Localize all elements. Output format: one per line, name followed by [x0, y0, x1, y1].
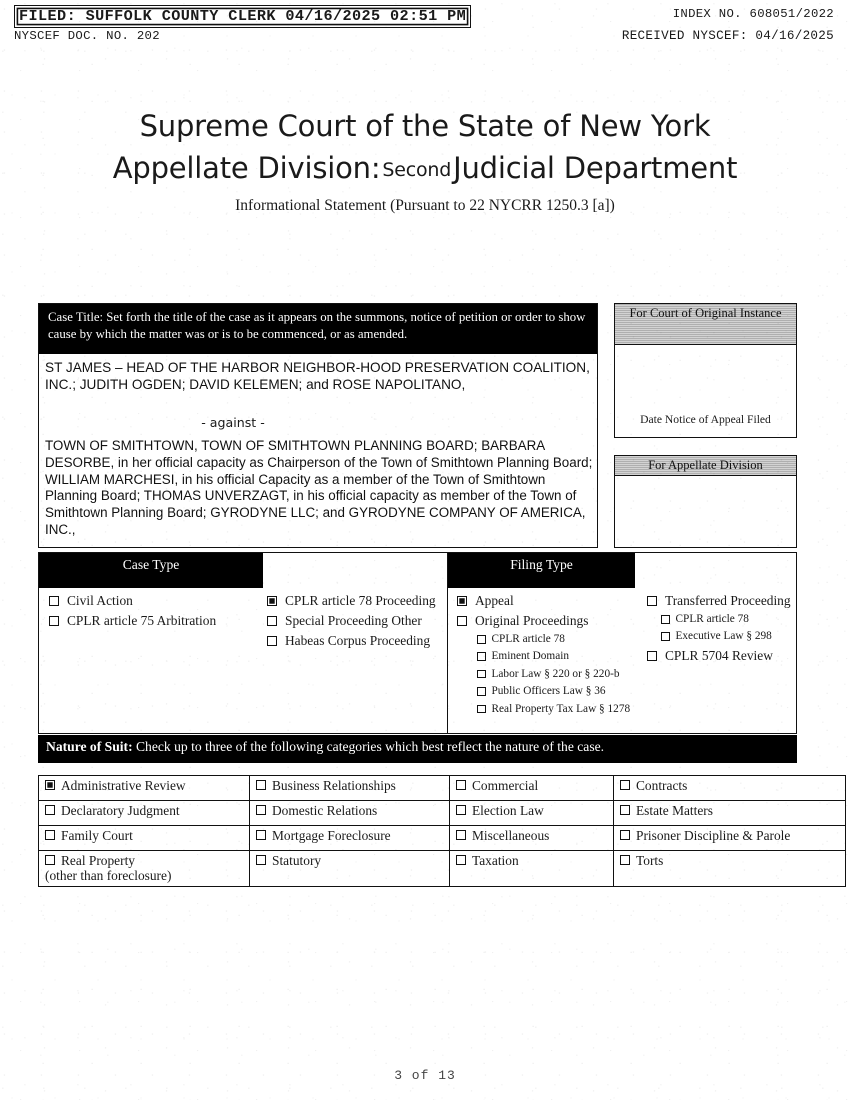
- checkbox-label: Torts: [636, 853, 664, 868]
- checkbox-icon[interactable]: [45, 855, 55, 865]
- judicial-department-value: Second: [382, 159, 452, 181]
- checkbox-label: Taxation: [472, 853, 519, 868]
- nature-of-suit-cell[interactable]: [450, 826, 614, 851]
- nature-of-suit-cell[interactable]: [614, 801, 846, 826]
- checkbox-label: Real Property Tax Law § 1278: [491, 702, 631, 715]
- plaintiffs-text: ST JAMES – HEAD OF THE HARBOR NEIGHBOR-HOOD PRESERVATION COALITION, INC.; JUDITH OGDEN; DAVID KELEMEN; and ROSE NAPOLITANO,: [45, 360, 590, 392]
- nature-of-suit-cell[interactable]: [614, 776, 846, 801]
- nyscef-doc-number: NYSCEF DOC. NO. 202: [14, 29, 160, 43]
- checkbox-row[interactable]: [620, 803, 840, 818]
- filed-stamp: FILED: SUFFOLK COUNTY CLERK 04/16/2025 02:51 PM: [14, 5, 471, 28]
- checkbox-row[interactable]: [457, 650, 630, 662]
- checkbox-icon[interactable]: [477, 670, 486, 679]
- checkbox-label: Statutory: [272, 853, 322, 868]
- checkbox-row[interactable]: [49, 613, 216, 628]
- checkbox-row[interactable]: [256, 778, 444, 793]
- checkbox-icon[interactable]: [477, 652, 486, 661]
- checkbox-row[interactable]: [620, 778, 840, 793]
- checkbox-label: Commercial: [472, 778, 539, 793]
- checkbox-label: Prisoner Discipline & Parole: [636, 828, 791, 843]
- checkbox-icon[interactable]: [256, 830, 266, 840]
- against-separator: - against -: [201, 415, 265, 431]
- nature-of-suit-cell[interactable]: [250, 826, 450, 851]
- nature-of-suit-cell[interactable]: [450, 801, 614, 826]
- checkbox-label: Administrative Review: [61, 778, 186, 793]
- checkbox-label: Mortgage Foreclosure: [272, 828, 391, 843]
- nature-of-suit-cell[interactable]: [39, 801, 250, 826]
- checkbox-label: Election Law: [472, 803, 544, 818]
- appellate-division-prefix: Appellate Division:: [112, 151, 381, 185]
- checkbox-checked-icon[interactable]: [267, 596, 277, 606]
- checkbox-row[interactable]: [456, 778, 608, 793]
- filing-type-column-2: [647, 593, 791, 668]
- checkbox-icon[interactable]: [256, 780, 266, 790]
- defendants-text: TOWN OF SMITHTOWN, TOWN OF SMITHTOWN PLANNING BOARD; BARBARA DESORBE, in her official capacity as Chairperson of the Town of Smithtown Planning Board; WILLIAM MARCHESI, in his official Capacity as a member of the Town of Smithtown Planning Board; THOMAS UNVERZAGT, in his official capacity as member of the Town of Smithtown Planning Board; GYRODYNE LLC; and GYRODYNE COMPANY OF AMERICA, INC.,: [45, 438, 593, 537]
- checkbox-icon[interactable]: [661, 615, 670, 624]
- checkbox-row[interactable]: [457, 685, 630, 697]
- received-nyscef-date: RECEIVED NYSCEF: 04/16/2025: [621, 29, 834, 43]
- checkbox-label: Domestic Relations: [272, 803, 378, 818]
- checkbox-icon[interactable]: [477, 705, 486, 714]
- nyscef-header: [0, 0, 850, 52]
- checkbox-row[interactable]: [620, 853, 840, 868]
- checkbox-icon[interactable]: [456, 855, 466, 865]
- nature-of-suit-row: [39, 826, 846, 851]
- checkbox-label: CPLR article 78: [675, 613, 749, 625]
- checkbox-label: Miscellaneous: [472, 828, 550, 843]
- checkbox-label: CPLR article 75 Arbitration: [67, 613, 217, 628]
- case-title-instructions: Case Title: Set forth the title of the case as it appears on the summons, notice of petition or order to show cause by which the matter was or is to be commenced, or as amended.: [39, 304, 597, 354]
- checkbox-label: Real Property: [61, 853, 136, 868]
- case-type-header: Case Type: [39, 553, 263, 588]
- checkbox-row[interactable]: [456, 803, 608, 818]
- checkbox-checked-icon[interactable]: [45, 780, 55, 790]
- checkbox-icon[interactable]: [256, 855, 266, 865]
- checkbox-row[interactable]: [457, 593, 630, 608]
- page-indicator: 3 of 13: [394, 1068, 456, 1083]
- for-appellate-division-header: For Appellate Division: [615, 456, 796, 476]
- checkbox-label: CPLR 5704 Review: [665, 647, 773, 663]
- checkbox-label: Declaratory Judgment: [61, 803, 180, 818]
- nature-of-suit-label: Nature of Suit:: [46, 739, 133, 754]
- checkbox-row[interactable]: [256, 803, 444, 818]
- checkbox-label: CPLR article 78 Proceeding: [285, 593, 436, 608]
- checkbox-icon[interactable]: [456, 780, 466, 790]
- index-number: INDEX NO. 608051/2022: [672, 7, 834, 21]
- nature-of-suit-body: [39, 776, 846, 887]
- checkbox-row[interactable]: [267, 593, 436, 608]
- nature-of-suit-row: [39, 801, 846, 826]
- checkbox-icon[interactable]: [457, 616, 467, 626]
- checkbox-label: Family Court: [61, 828, 133, 843]
- checkbox-label: Executive Law § 298: [675, 630, 772, 643]
- nature-of-suit-cell[interactable]: [614, 826, 846, 851]
- checkbox-icon[interactable]: [49, 616, 59, 626]
- checkbox-label: Contracts: [636, 778, 688, 793]
- nature-of-suit-cell[interactable]: [39, 851, 250, 887]
- checkbox-icon[interactable]: [477, 687, 486, 696]
- checkbox-row[interactable]: [45, 803, 244, 818]
- nature-of-suit-instructions: Check up to three of the following categories which best reflect the nature of the case.: [132, 739, 605, 754]
- checkbox-label: CPLR article 78: [491, 633, 565, 645]
- checkbox-row[interactable]: [647, 648, 791, 663]
- checkbox-icon[interactable]: [456, 805, 466, 815]
- checkbox-icon[interactable]: [620, 805, 630, 815]
- checkbox-row[interactable]: [647, 593, 791, 608]
- checkbox-row[interactable]: [256, 853, 444, 868]
- checkbox-label: Special Proceeding Other: [285, 613, 422, 628]
- nature-of-suit-cell[interactable]: [250, 776, 450, 801]
- checkbox-row[interactable]: [647, 630, 791, 642]
- checkbox-row[interactable]: [267, 633, 436, 648]
- case-type-column-1: [49, 593, 216, 633]
- nature-of-suit-cell[interactable]: [450, 776, 614, 801]
- checkbox-icon[interactable]: [267, 616, 277, 626]
- checkbox-row[interactable]: [457, 703, 630, 715]
- checkbox-row[interactable]: [45, 853, 244, 868]
- form-subtitle: Informational Statement (Pursuant to 22 NYCRR 1250.3 [a]): [235, 197, 615, 214]
- nature-of-suit-table: [38, 775, 846, 887]
- checkbox-icon[interactable]: [620, 780, 630, 790]
- court-name: Supreme Court of the State of New York: [139, 109, 711, 143]
- checkbox-icon[interactable]: [620, 830, 630, 840]
- checkbox-icon[interactable]: [477, 635, 486, 644]
- checkbox-icon[interactable]: [267, 636, 277, 646]
- checkbox-label: Business Relationships: [272, 778, 396, 793]
- checkbox-icon[interactable]: [256, 805, 266, 815]
- checkbox-row[interactable]: [647, 613, 791, 625]
- checkbox-icon[interactable]: [456, 830, 466, 840]
- for-appellate-division-box: [614, 455, 797, 548]
- checkbox-row[interactable]: [45, 778, 244, 793]
- checkbox-icon[interactable]: [45, 805, 55, 815]
- checkbox-label: Habeas Corpus Proceeding: [285, 633, 431, 648]
- court-of-original-instance-box: [614, 303, 797, 438]
- checkbox-row[interactable]: [267, 613, 436, 628]
- checkbox-row[interactable]: [456, 853, 608, 868]
- appellate-division-suffix: Judicial Department: [453, 151, 738, 185]
- checkbox-checked-icon[interactable]: [457, 596, 467, 606]
- checkbox-label: Original Proceedings: [475, 613, 589, 628]
- checkbox-label: Public Officers Law § 36: [491, 685, 606, 698]
- checkbox-icon[interactable]: [647, 596, 657, 606]
- nature-of-suit-cell[interactable]: [614, 851, 846, 887]
- checkbox-row[interactable]: [456, 828, 608, 843]
- case-type-column-2: [267, 593, 436, 653]
- nature-of-suit-banner: [38, 735, 797, 763]
- nature-of-suit-cell[interactable]: [250, 851, 450, 887]
- nature-of-suit-cell[interactable]: [39, 776, 250, 801]
- document-title-block: [0, 109, 850, 215]
- nature-of-suit-row: [39, 851, 846, 887]
- checkbox-row[interactable]: [457, 613, 630, 628]
- checkbox-row[interactable]: [457, 668, 630, 680]
- case-title-box: [38, 303, 598, 548]
- appellate-division-line: [0, 151, 850, 185]
- checkbox-label: Transferred Proceeding: [665, 593, 791, 608]
- checkbox-icon[interactable]: [661, 632, 670, 641]
- checkbox-icon[interactable]: [620, 855, 630, 865]
- nature-of-suit-cell[interactable]: [250, 801, 450, 826]
- nature-of-suit-row: [39, 776, 846, 801]
- checkbox-icon[interactable]: [45, 830, 55, 840]
- checkbox-label: Appeal: [475, 593, 514, 608]
- checkbox-label: Eminent Domain: [491, 650, 569, 663]
- court-of-original-instance-header: For Court of Original Instance: [615, 304, 796, 345]
- nature-of-suit-cell[interactable]: [450, 851, 614, 887]
- date-notice-of-appeal-filed-label: Date Notice of Appeal Filed: [640, 413, 771, 426]
- checkbox-row[interactable]: [45, 828, 244, 843]
- checkbox-label: Civil Action: [67, 593, 133, 608]
- checkbox-row[interactable]: [620, 828, 840, 843]
- checkbox-label: Estate Matters: [636, 803, 713, 818]
- case-and-filing-type-box: [38, 552, 797, 734]
- checkbox-sublabel: (other than foreclosure): [45, 868, 172, 883]
- filing-type-header: Filing Type: [448, 553, 635, 588]
- checkbox-row[interactable]: [49, 593, 216, 608]
- checkbox-label: Labor Law § 220 or § 220-b: [491, 667, 620, 680]
- nature-of-suit-cell[interactable]: [39, 826, 250, 851]
- checkbox-row[interactable]: [256, 828, 444, 843]
- checkbox-row[interactable]: [457, 633, 630, 645]
- filing-type-column-1: [457, 593, 630, 720]
- checkbox-icon[interactable]: [49, 596, 59, 606]
- checkbox-icon[interactable]: [647, 651, 657, 661]
